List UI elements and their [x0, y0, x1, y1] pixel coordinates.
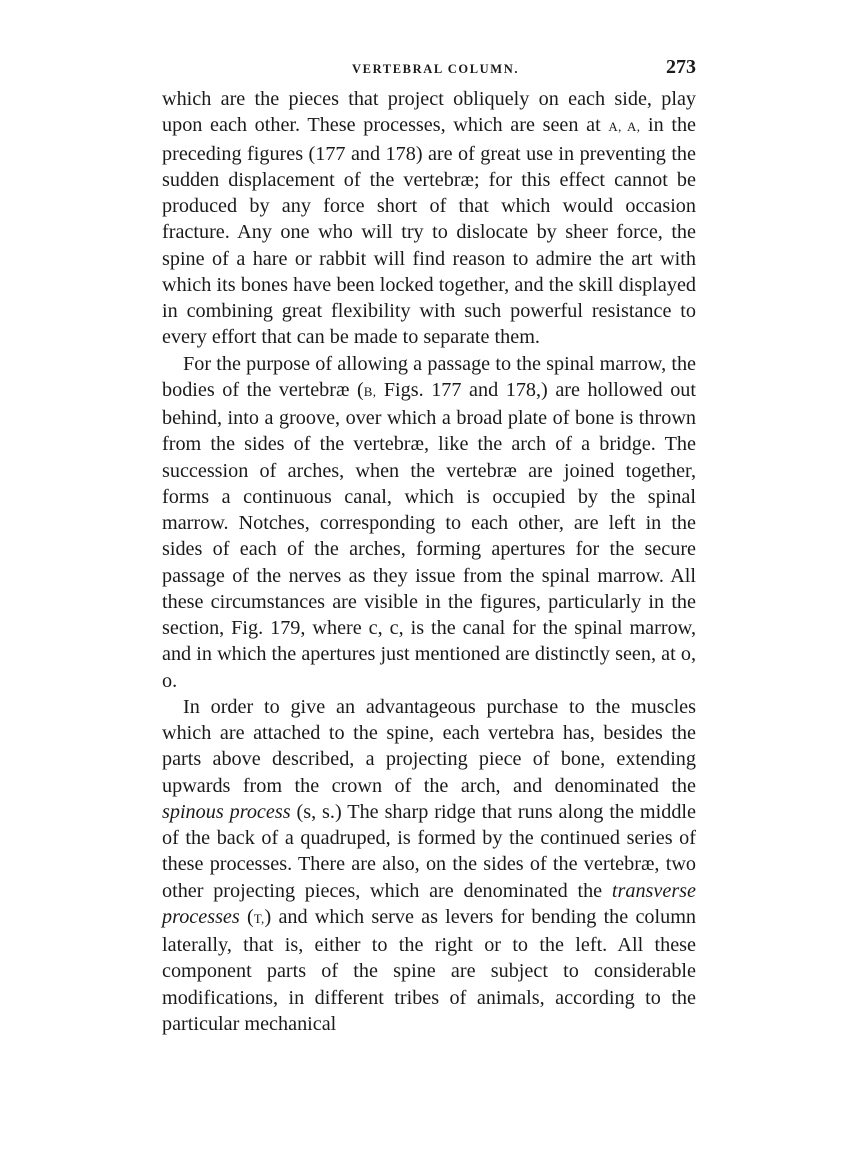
running-title: VERTEBRAL COLUMN. — [352, 62, 520, 76]
figure-label-a: A, A, — [608, 119, 641, 135]
paragraph-3-text-2: (s, s.) The sharp ridge that runs along the middle of the back of a quadruped, is formed by the continued series of these processes. There are also, on the sides of the vertebræ, two other projecting pieces, which are denominated the — [162, 800, 696, 902]
paragraph-3-text-1: In order to give an advantageous purchase to the muscles which are attached to the spine, each vertebra has, besides the parts above described, a projecting piece of bone, extending upwards from the crown of the arch, and denominated the — [162, 695, 696, 797]
running-head — [162, 56, 696, 86]
paragraph-2 — [162, 351, 696, 694]
figure-label-b: B, — [363, 383, 377, 399]
figure-label-t: T, — [253, 910, 265, 926]
page-number: 273 — [666, 56, 696, 78]
paragraph-1 — [162, 86, 696, 351]
paragraph-1-text-1: which are the pieces that project obliquely on each side, play upon each other. These processes, which are seen at — [162, 88, 696, 137]
term-transverse-processes: transverse processes — [162, 879, 696, 928]
paragraph-3-text-4: ) and which serve as levers for bending the column laterally, that is, either to the right or to the left. All these component parts of the spine are subject to considerable modifications, in different tribes of animals, according to the particular mechanical — [162, 905, 696, 1035]
paragraph-3-text-3: ( — [239, 905, 254, 928]
term-spinous-process: spinous process — [162, 800, 291, 823]
paragraph-1-text-2: in the preceding figures (177 and 178) are of great use in preventing the sudden displacement of the vertebræ; for this effect cannot be produced by any force short of that which would occasion fracture. Any one who will try to dislocate by sheer force, the spine of a hare or rabbit will find reason to admire the art with which its bones have been locked together, and the skill displayed in combining great flexibility with such powerful resistance to every effort that can be made to separate them. — [162, 114, 697, 349]
paragraph-2-text-1: For the purpose of allowing a passage to the spinal marrow, the bodies of the vertebræ ( — [162, 352, 696, 401]
paragraph-2-text-2: Figs. 177 and 178,) are hollowed out behind, into a groove, over which a broad plate of bone is thrown from the sides of the vertebræ, like the arch of a bridge. The succession of arches, when the vertebræ are joined together, forms a continuous canal, which is occupied by the spinal marrow. Notches, corresponding to each other, are left in the sides of each of the arches, forming apertures for the secure passage of the nerves as they issue from the spinal marrow. All these circumstances are visible in the figures, particularly in the section, Fig. 179, where c, c, is the canal for the spinal marrow, and in which the apertures just mentioned are distinctly seen, at o, o. — [162, 378, 696, 692]
paragraph-3 — [162, 694, 696, 1037]
book-page — [162, 56, 696, 1037]
body-text — [162, 86, 696, 1037]
